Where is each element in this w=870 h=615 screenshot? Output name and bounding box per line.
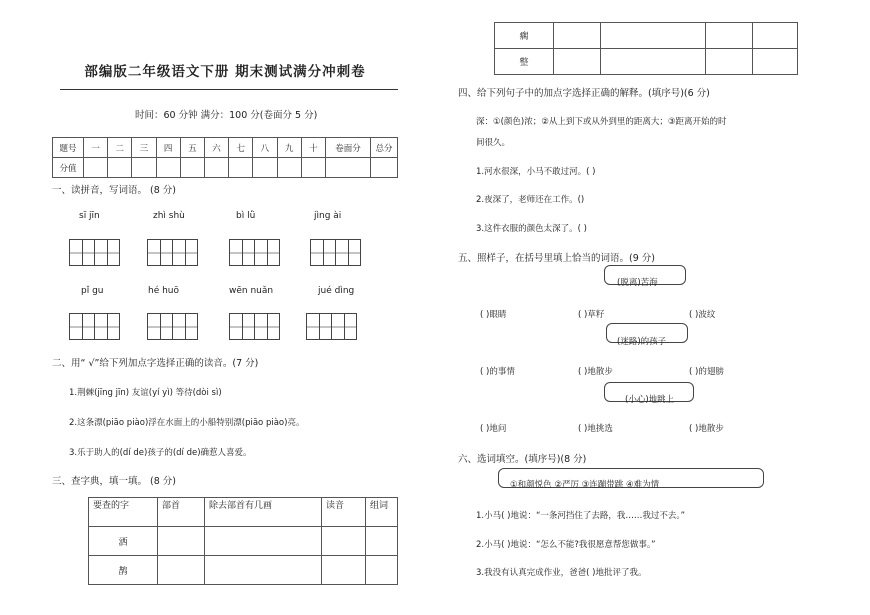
fill-item: ( )地挑选 xyxy=(578,424,613,434)
score-table xyxy=(52,137,398,178)
score-cell[interactable] xyxy=(371,158,398,178)
score-header: 六 xyxy=(204,138,228,158)
dictionary-cell[interactable] xyxy=(366,527,398,556)
pinyin-8: jué dìng xyxy=(318,286,355,296)
dictionary-header: 组词 xyxy=(366,498,398,527)
page-title: 部编版二年级语文下册 期末测试满分冲刺卷 xyxy=(84,64,366,80)
score-header: 总分 xyxy=(371,138,398,158)
dictionary-char: 洒 xyxy=(89,527,158,556)
section-4-q1: 1.河水很深，小马不敢过河。( ) xyxy=(476,167,596,177)
section-2-heading: 二、用“ √”给下列加点字选择正确的读音。(7 分) xyxy=(52,358,259,369)
score-cell[interactable] xyxy=(253,158,277,178)
score-cell[interactable] xyxy=(132,158,156,178)
score-header: 题号 xyxy=(53,138,84,158)
score-header: 三 xyxy=(132,138,156,158)
continued-cell[interactable] xyxy=(753,23,798,49)
section-6-q3: 3.我没有认真完成作业，爸爸( )地批评了我。 xyxy=(476,568,647,578)
score-cell[interactable] xyxy=(180,158,204,178)
section-4-definition-cont: 间很久。 xyxy=(476,138,511,148)
section-2-q3: 3.乐于助人的(dí de)孩子的(dí de)确惹人喜爱。 xyxy=(69,448,252,458)
section-6-q2: 2.小马( )地说：“怎么不能?我很愿意帮您做事。” xyxy=(476,540,656,550)
dictionary-cell[interactable] xyxy=(322,527,366,556)
dictionary-row xyxy=(89,556,398,585)
dictionary-char: 鹊 xyxy=(89,556,158,585)
section-2-q1: 1.荆棘(jīng jīn) 友谊(yí yì) 等待(dòi sì) xyxy=(69,388,222,398)
section-4-definition: 深：①(颜色)浓；②从上到下或从外到里的距离大；③距离开始的时 xyxy=(476,117,727,127)
section-6-q1: 1.小马( )地说：“一条河挡住了去路，我……我过不去。” xyxy=(476,511,686,521)
title-divider xyxy=(60,89,398,90)
example-3: (小心)地跳上 xyxy=(625,395,675,405)
score-cell[interactable] xyxy=(156,158,180,178)
continued-char: 瘸 xyxy=(495,23,554,49)
exam-meta: 时间：60 分钟 满分：100 分(卷面分 5 分) xyxy=(135,110,318,121)
continued-cell[interactable] xyxy=(753,49,798,75)
score-cell[interactable] xyxy=(229,158,253,178)
section-6-heading: 六、选词填空。(填序号)(8 分) xyxy=(458,454,587,465)
dictionary-header: 部首 xyxy=(158,498,205,527)
score-header: 七 xyxy=(229,138,253,158)
section-1-heading: 一、读拼音，写词语。 (8 分) xyxy=(52,185,176,196)
section-4-q2: 2.夜深了，老师还在工作。() xyxy=(476,195,585,205)
section-4-heading: 四、给下列句子中的加点字选择正确的解释。(填序号)(6 分) xyxy=(458,88,710,99)
dictionary-cell[interactable] xyxy=(158,556,205,585)
dictionary-cell[interactable] xyxy=(205,527,322,556)
score-cell[interactable] xyxy=(108,158,132,178)
dictionary-cell[interactable] xyxy=(366,556,398,585)
dictionary-table xyxy=(88,497,398,585)
writing-grid[interactable] xyxy=(69,239,120,266)
section-2-q2: 2.这条漂(piāo piào)浮在水面上的小船特别漂(piāo piào)亮。 xyxy=(69,418,305,428)
pinyin-3: bì lǜ xyxy=(236,211,256,221)
writing-grid[interactable] xyxy=(69,313,120,340)
continued-row xyxy=(495,49,798,75)
score-row-label: 分值 xyxy=(53,158,84,178)
pinyin-2: zhì shù xyxy=(153,211,185,221)
score-cell[interactable] xyxy=(84,158,108,178)
dictionary-cell[interactable] xyxy=(158,527,205,556)
dictionary-cell[interactable] xyxy=(322,556,366,585)
dictionary-row xyxy=(89,527,398,556)
score-header: 五 xyxy=(180,138,204,158)
continued-cell[interactable] xyxy=(601,49,706,75)
continued-cell[interactable] xyxy=(554,23,601,49)
writing-grid[interactable] xyxy=(310,239,361,266)
example-2: (迷路)的孩子 xyxy=(617,337,667,347)
fill-item: ( )地散步 xyxy=(689,424,724,434)
score-value-row xyxy=(53,158,398,178)
pinyin-6: hé huō xyxy=(148,286,180,296)
dictionary-header: 除去部首有几画 xyxy=(205,498,322,527)
continued-cell[interactable] xyxy=(706,23,753,49)
fill-item: ( )地问 xyxy=(480,424,507,434)
score-cell[interactable] xyxy=(301,158,325,178)
score-header: 二 xyxy=(108,138,132,158)
score-header: 四 xyxy=(156,138,180,158)
score-header: 九 xyxy=(277,138,301,158)
writing-grid[interactable] xyxy=(147,239,198,266)
continued-cell[interactable] xyxy=(601,23,706,49)
score-header: 十 xyxy=(301,138,325,158)
fill-item: ( )地散步 xyxy=(578,367,613,377)
score-header: 卷面分 xyxy=(326,138,371,158)
continued-cell[interactable] xyxy=(706,49,753,75)
fill-item: ( )波纹 xyxy=(689,310,716,320)
section-4-q3: 3.这件衣服的颜色太深了。( ) xyxy=(476,224,587,234)
word-options: ①和颜悦色 ②严厉 ③连蹦带跳 ④难为情 xyxy=(510,480,660,490)
writing-grid[interactable] xyxy=(229,239,280,266)
score-header: 一 xyxy=(84,138,108,158)
section-5-heading: 五、照样子，在括号里填上恰当的词语。(9 分) xyxy=(458,253,655,264)
dictionary-header: 要查的字 xyxy=(89,498,158,527)
pinyin-7: wēn nuǎn xyxy=(229,286,274,296)
writing-grid[interactable] xyxy=(229,313,280,340)
dictionary-cell[interactable] xyxy=(205,556,322,585)
score-cell[interactable] xyxy=(277,158,301,178)
pinyin-5: pǐ gu xyxy=(81,286,104,296)
continued-char: 整 xyxy=(495,49,554,75)
fill-item: ( )的翅膀 xyxy=(689,367,724,377)
example-1: (脱离)苦海 xyxy=(617,278,658,288)
section-3-heading: 三、查字典，填一填。 (8 分) xyxy=(52,476,176,487)
score-cell[interactable] xyxy=(204,158,228,178)
writing-grid[interactable] xyxy=(306,313,357,340)
score-header-row xyxy=(53,138,398,158)
fill-item: ( )草籽 xyxy=(578,310,605,320)
pinyin-1: sī jīn xyxy=(79,211,100,221)
dictionary-header: 读音 xyxy=(322,498,366,527)
fill-item: ( )眼睛 xyxy=(480,310,507,320)
continued-row xyxy=(495,23,798,49)
pinyin-4: jìng ài xyxy=(314,211,342,221)
continued-cell[interactable] xyxy=(554,49,601,75)
dictionary-header-row xyxy=(89,498,398,527)
fill-item: ( )的事情 xyxy=(480,367,515,377)
writing-grid[interactable] xyxy=(147,313,198,340)
continued-table xyxy=(494,22,798,75)
score-header: 八 xyxy=(253,138,277,158)
score-cell[interactable] xyxy=(326,158,371,178)
